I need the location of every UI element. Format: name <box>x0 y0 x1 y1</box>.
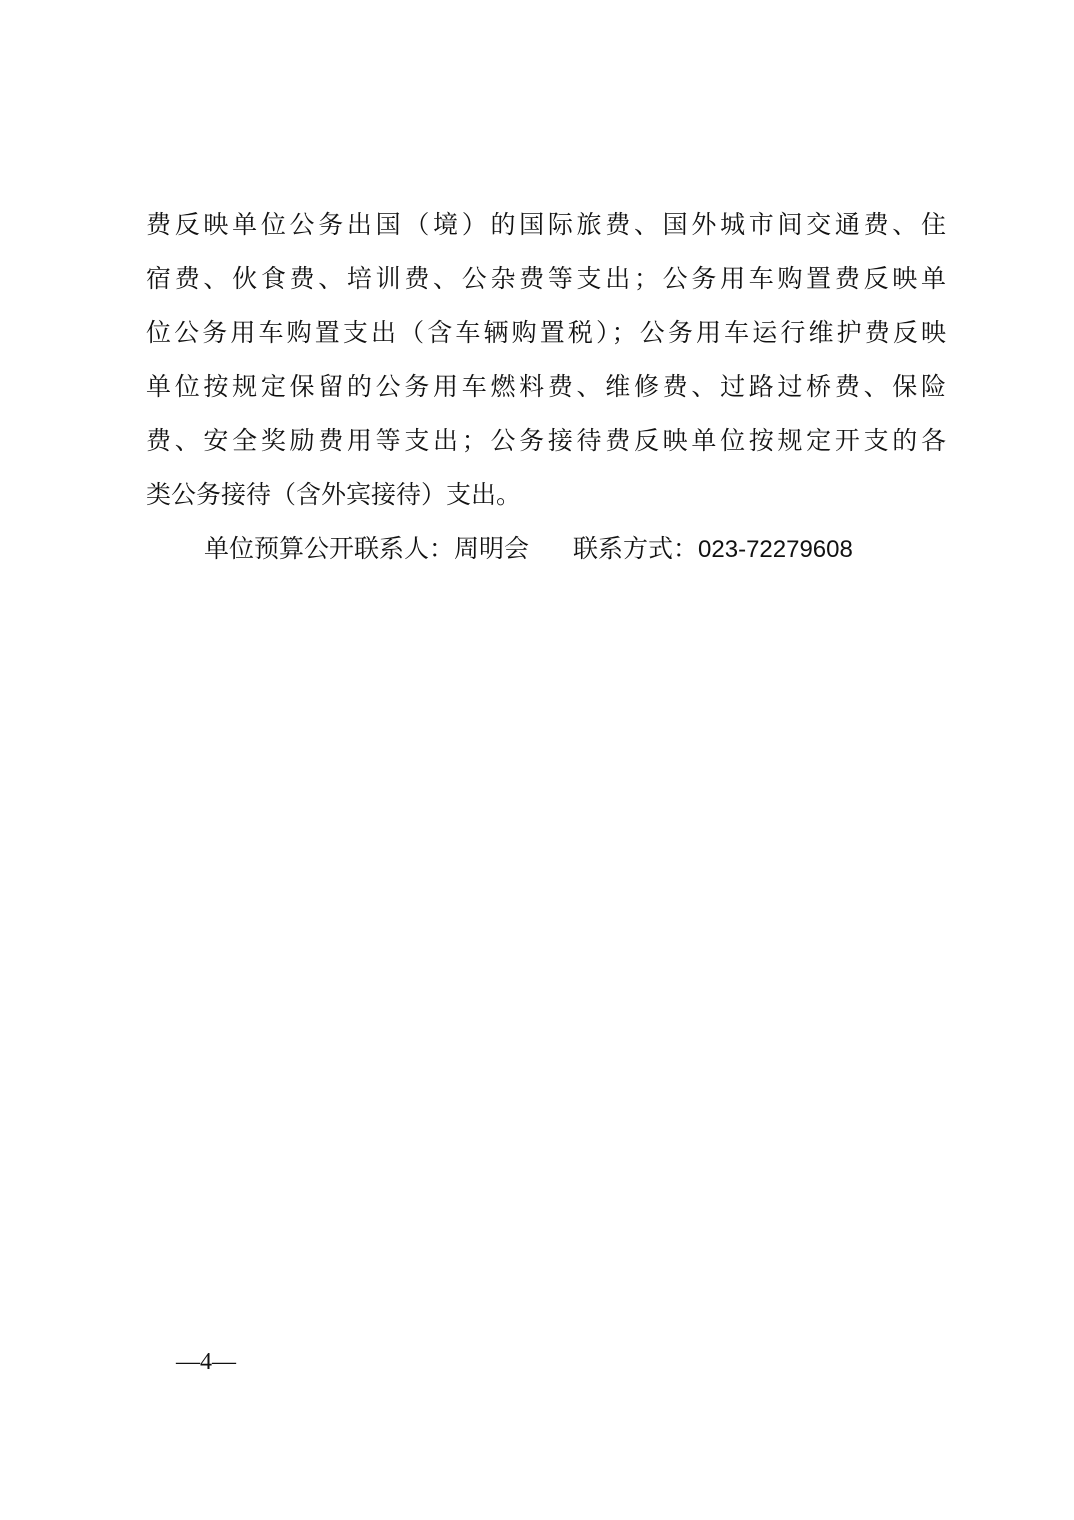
contact-person: 单位预算公开联系人：周明会 <box>204 534 530 563</box>
body-paragraph <box>146 198 946 522</box>
contact-phone: 023-72279608 <box>698 536 853 563</box>
paragraph-line: 费反映单位公务出国（境）的国际旅费、国外城市间交通费、住 <box>146 210 946 239</box>
paragraph-line: 宿费、伙食费、培训费、公杂费等支出；公务用车购置费反映单 <box>146 264 946 293</box>
contact-method-label: 联系方式： <box>573 534 699 563</box>
paragraph-line: 费、安全奖励费用等支出；公务接待费反映单位按规定开支的各 <box>146 426 946 455</box>
paragraph-line: 单位按规定保留的公务用车燃料费、维修费、过路过桥费、保险 <box>146 372 946 401</box>
page-number: —4— <box>176 1349 236 1375</box>
contact-line <box>204 522 853 576</box>
paragraph-line: 位公务用车购置支出（含车辆购置税）；公务用车运行维护费反映 <box>146 318 946 347</box>
paragraph-line: 类公务接待（含外宾接待）支出。 <box>146 480 522 509</box>
